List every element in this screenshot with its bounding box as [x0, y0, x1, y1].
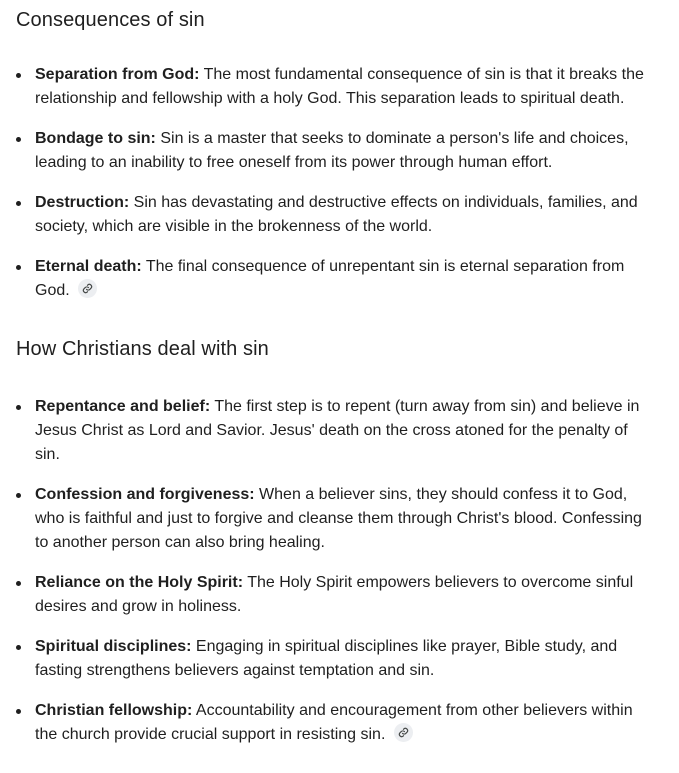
link-icon: [398, 727, 409, 738]
list-item-term: Repentance and belief:: [35, 398, 211, 415]
bullet-dot: [16, 201, 21, 206]
bullet-dot: [16, 581, 21, 586]
section-how-christians-deal-with-sin: [16, 336, 679, 747]
list-item-text: The most fundamental consequence of sin is that it breaks the relationship and fellowship with a holy God. This separation leads to spiritual death.: [35, 66, 644, 107]
section-consequences-of-sin: [16, 0, 679, 303]
list-item: [16, 483, 656, 555]
list-item-text: The final consequence of unrepentant sin is eternal separation from God.: [35, 258, 625, 299]
bullet-dot: [16, 137, 21, 142]
bullet-dot: [16, 405, 21, 410]
list-item: [16, 127, 656, 175]
source-link-button[interactable]: [78, 279, 97, 298]
list-item-term: Destruction:: [35, 194, 130, 211]
list-item-term: Reliance on the Holy Spirit:: [35, 574, 244, 591]
list-item: [16, 699, 656, 747]
source-link-button[interactable]: [394, 723, 413, 742]
bullet-list: [16, 63, 656, 303]
list-item-term: Eternal death:: [35, 258, 142, 275]
list-item: [16, 635, 656, 683]
bullet-dot: [16, 265, 21, 270]
bullet-dot: [16, 493, 21, 498]
list-item: [16, 63, 656, 111]
list-item-text: When a believer sins, they should confess it to God, who is faithful and just to forgive and cleanse them through Christ's blood. Confessing to another person can also bring healing.: [35, 486, 642, 551]
section-heading: Consequences of sin: [16, 9, 205, 31]
list-item-text: Engaging in spiritual disciplines like prayer, Bible study, and fasting strengthens believers against temptation and sin.: [35, 638, 618, 679]
list-item-term: Separation from God:: [35, 66, 200, 83]
list-item-text: The first step is to repent (turn away from sin) and believe in Jesus Christ as Lord and Savior. Jesus' death on the cross atoned for the penalty of sin.: [35, 398, 640, 463]
bullet-dot: [16, 73, 21, 78]
list-item: [16, 255, 656, 303]
list-item-text: Accountability and encouragement from other believers within the church provide crucial support in resisting sin.: [35, 702, 633, 743]
link-icon: [82, 283, 93, 294]
bullet-dot: [16, 709, 21, 714]
section-heading: How Christians deal with sin: [16, 338, 269, 360]
list-item-text: Sin is a master that seeks to dominate a person's life and choices, leading to an inability to free oneself from its power through human effort.: [35, 130, 629, 171]
list-item: [16, 395, 656, 467]
list-item-text: Sin has devastating and destructive effects on individuals, families, and society, which are visible in the brokenness of the world.: [35, 194, 638, 235]
list-item-text: The Holy Spirit empowers believers to overcome sinful desires and grow in holiness.: [35, 574, 634, 615]
list-item-term: Spiritual disciplines:: [35, 638, 192, 655]
list-item-term: Bondage to sin:: [35, 130, 156, 147]
list-item: [16, 191, 656, 239]
list-item: [16, 571, 656, 619]
bullet-list: [16, 395, 656, 747]
list-item-term: Christian fellowship:: [35, 702, 193, 719]
list-item-term: Confession and forgiveness:: [35, 486, 255, 503]
bullet-dot: [16, 645, 21, 650]
